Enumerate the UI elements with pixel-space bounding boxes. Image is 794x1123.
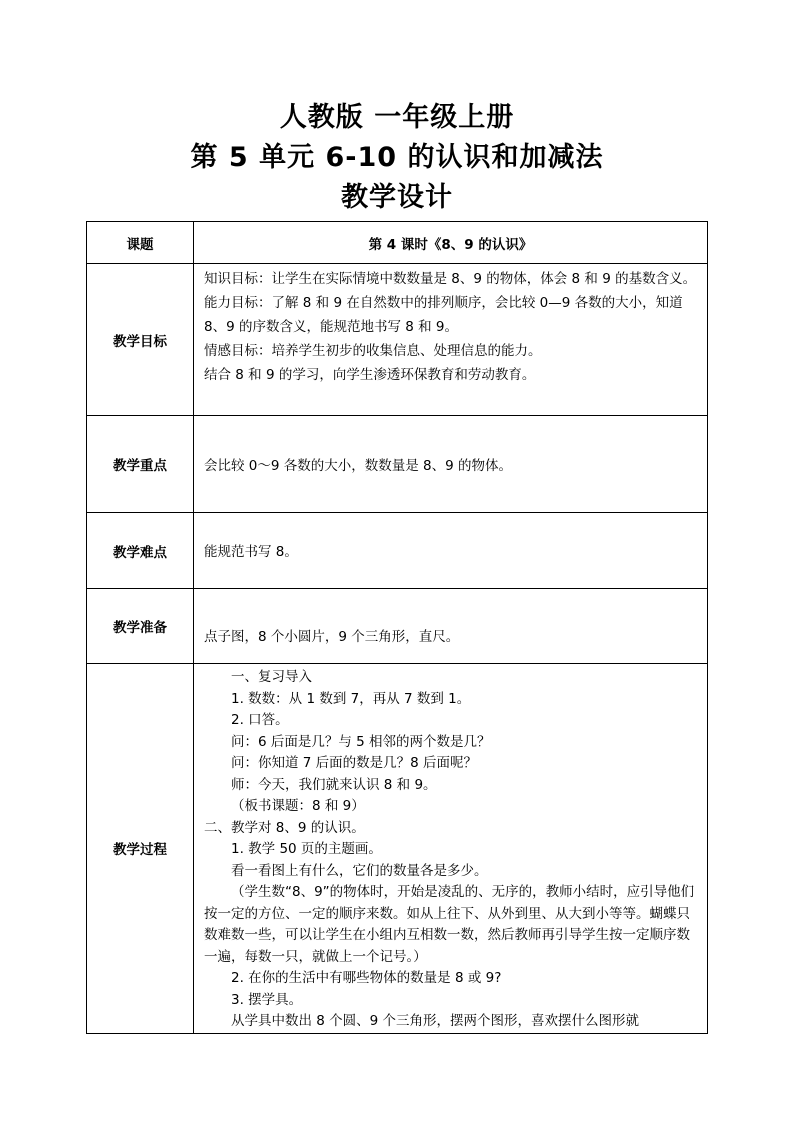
row-preparation [87, 589, 708, 664]
lesson-plan-table [86, 221, 708, 1034]
prep-content: 点子图，8 个小圆片，9 个三角形，直尺。 [194, 589, 708, 664]
difficulty-content: 能规范书写 8。 [194, 513, 708, 589]
process-line: （学生数“8、9”的物体时，开始是凌乱的、无序的，教师小结时，应引导他们按一定的方位、一定的顺序来数。如从上往下、从外到里、从大到小等等。蝴蝶只数难数一些，可以让学生在小组内互相数一数，然后教师再引导学生按一定顺序数一遍，每数一只，就做上一个记号。） [204, 884, 695, 965]
row-goals [87, 264, 708, 416]
process-line: 2. 在你的生活中有哪些物体的数量是 8 或 9? [231, 970, 502, 986]
key-label: 教学重点 [87, 416, 194, 513]
title-design: 教学设计 [341, 182, 453, 213]
prep-label: 教学准备 [87, 589, 194, 664]
process-line: 师：今天，我们就来认识 8 和 9。 [231, 776, 437, 793]
row-process [87, 664, 708, 1034]
goal-knowledge: 知识目标：让学生在实际情境中数数量是 8、9 的物体，体会 8 和 9 的基数含义。 [204, 271, 697, 287]
row-topic [87, 222, 708, 264]
process-label: 教学过程 [87, 664, 194, 1034]
process-line: （板书课题：8 和 9） [231, 798, 365, 814]
process-line: 看一看图上有什么，它们的数量各是多少。 [231, 862, 488, 879]
process-line: 3. 摆学具。 [231, 991, 303, 1008]
goal-ability: 能力目标：了解 8 和 9 在自然数中的排列顺序，会比较 0—9 各数的大小，知道 8、9 的序数含义，能规范地书写 8 和 9。 [204, 295, 683, 335]
title-unit: 第 5 单元 6-10 的认识和加减法 [190, 142, 604, 173]
process-line: 从学具中数出 8 个圆、9 个三角形，摆两个图形，喜欢摆什么图形就 [231, 1013, 640, 1029]
process-line: 2. 口答。 [231, 712, 289, 728]
process-line: 问：你知道 7 后面的数是几？8 后面呢？ [231, 755, 478, 771]
process-line: 一、复习导入 [231, 669, 312, 685]
process-line: 问：6 后面是几？与 5 相邻的两个数是几？ [231, 733, 491, 750]
title-textbook: 人教版 一年级上册 [279, 102, 515, 133]
row-difficulty [87, 513, 708, 589]
process-line: 二、教学对 8、9 的认识。 [204, 819, 365, 836]
key-content: 会比较 0～9 各数的大小，数数量是 8、9 的物体。 [194, 416, 708, 513]
topic-value: 第 4 课时《8、9 的认识》 [194, 222, 708, 264]
goals-label: 教学目标 [87, 264, 194, 416]
topic-label: 课题 [87, 222, 194, 264]
goals-content [194, 264, 708, 416]
process-content [194, 664, 708, 1034]
document-title-block [0, 98, 794, 218]
goal-emotion: 情感目标：培养学生初步的收集信息、处理信息的能力。 [204, 343, 542, 359]
difficulty-label: 教学难点 [87, 513, 194, 589]
row-key-points [87, 416, 708, 513]
process-line: 1. 数数：从 1 数到 7，再从 7 数到 1。 [231, 690, 471, 707]
process-line: 1. 教学 50 页的主题画。 [231, 841, 382, 857]
goal-environment: 结合 8 和 9 的学习，向学生渗透环保教育和劳动教育。 [204, 367, 536, 383]
